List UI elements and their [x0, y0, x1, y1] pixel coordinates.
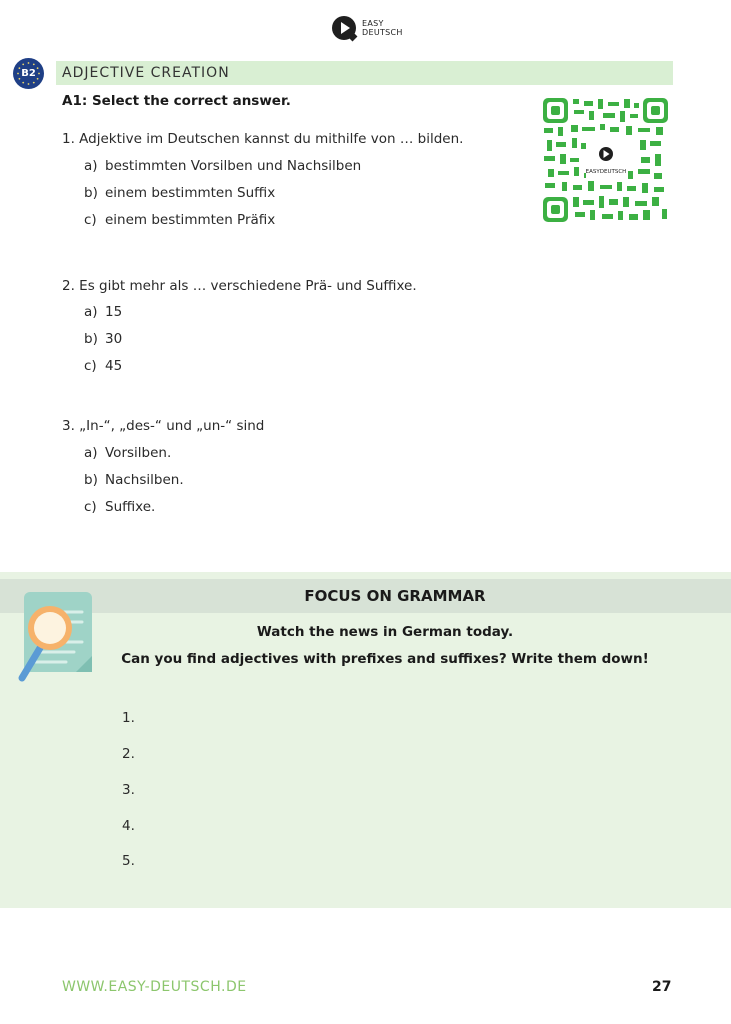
brand-line-1: EASY: [362, 19, 384, 28]
brand-name: [362, 19, 403, 37]
grammar-instruction-1: Watch the news in German today.: [256, 624, 514, 640]
answer-option[interactable]: [84, 497, 155, 517]
option-letter: b): [84, 472, 98, 488]
option-letter: c): [84, 499, 97, 515]
option-letter: b): [84, 331, 98, 347]
grammar-title: FOCUS ON GRAMMAR: [304, 587, 486, 605]
option-text: 30: [105, 331, 123, 347]
answer-option[interactable]: [84, 210, 275, 230]
option-letter: c): [84, 358, 97, 374]
option-text: einem bestimmten Präfix: [105, 212, 276, 228]
level-label: B2: [21, 68, 36, 79]
qr-code[interactable]: [542, 97, 669, 223]
page-number: 27: [652, 979, 672, 995]
option-letter: a): [84, 304, 98, 320]
option-text: 45: [105, 358, 123, 374]
level-badge: [13, 58, 44, 89]
footer-website-link[interactable]: WWW.EASY-DEUTSCH.DE: [62, 979, 247, 995]
option-text: einem bestimmten Suffix: [105, 185, 276, 201]
option-text: bestimmten Vorsilben und Nachsilben: [105, 158, 362, 174]
answer-option[interactable]: [84, 183, 275, 203]
option-letter: a): [84, 158, 98, 174]
qr-brand-label: EASYDEUTSCH: [585, 169, 627, 175]
option-letter: a): [84, 445, 98, 461]
option-text: Suffixe.: [105, 499, 156, 515]
question-2: 2. Es gibt mehr als … verschiedene Prä- und Suffixe.: [62, 278, 417, 294]
task-heading: A1: Select the correct answer.: [62, 93, 291, 109]
brand-line-2: DEUTSCH: [362, 28, 403, 37]
option-text: Nachsilben.: [105, 472, 184, 488]
answer-option[interactable]: [84, 156, 361, 176]
play-logo-icon: [332, 16, 356, 40]
answer-line-number: 4.: [122, 818, 135, 834]
section-title: ADJECTIVE CREATION: [62, 65, 230, 81]
answer-option[interactable]: [84, 356, 122, 376]
option-letter: c): [84, 212, 97, 228]
option-text: 15: [105, 304, 123, 320]
question-3: 3. „In-“, „des-“ und „un-“ sind: [62, 418, 265, 434]
answer-option[interactable]: [84, 470, 184, 490]
grammar-instruction-2: Can you find adjectives with prefixes and suffixes? Write them down!: [121, 651, 649, 667]
option-letter: b): [84, 185, 98, 201]
answer-line-number: 2.: [122, 746, 135, 762]
brand-logo: [332, 16, 422, 44]
answer-line-number: 1.: [122, 710, 135, 726]
question-1: 1. Adjektive im Deutschen kannst du mithilfe von … bilden.: [62, 131, 464, 147]
answer-line-number: 3.: [122, 782, 135, 798]
answer-option[interactable]: [84, 302, 122, 322]
answer-option[interactable]: [84, 329, 122, 349]
answer-line-number: 5.: [122, 853, 135, 869]
answer-option[interactable]: [84, 443, 171, 463]
option-text: Vorsilben.: [105, 445, 172, 461]
